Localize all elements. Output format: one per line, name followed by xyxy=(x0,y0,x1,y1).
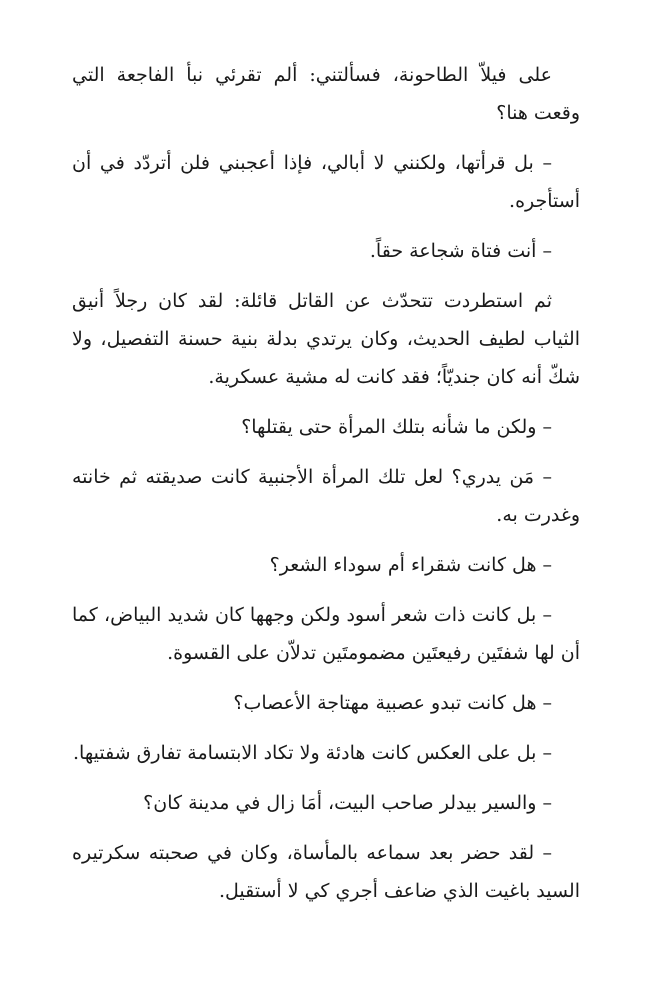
paragraph-1: على فيلاّ الطاحونة، فسألتني: ألم تقرئي نبأ الفاجعة التي وقعت هنا؟ xyxy=(72,64,580,124)
paragraph-11: – والسير بيدلر صاحب البيت، أمَا زال في مدينة كان؟ xyxy=(143,792,552,814)
paragraph-4: ثم استطردت تتحدّث عن القاتل قائلة: لقد كان رجلاً أنيق الثياب لطيف الحديث، وكان يرتدي بدلة بنية حسنة التفصيل، ولا شكّ أنه كان جنديّاً؛ فقد كانت له مشية عسكرية. xyxy=(72,290,580,388)
page-body xyxy=(72,56,580,922)
paragraph-10: – بل على العكس كانت هادئة ولا تكاد الابتسامة تفارق شفتيها. xyxy=(73,742,552,764)
paragraph-6: – مَن يدري؟ لعل تلك المرأة الأجنبية كانت صديقته ثم خانته وغدرت به. xyxy=(72,466,580,526)
paragraph-3: – أنت فتاة شجاعة حقاً. xyxy=(369,240,552,262)
paragraph-5: – ولكن ما شأنه بتلك المرأة حتى يقتلها؟ xyxy=(241,416,552,438)
paragraph-7: – هل كانت شقراء أم سوداء الشعر؟ xyxy=(269,554,552,576)
paragraph-9: – هل كانت تبدو عصبية مهتاجة الأعصاب؟ xyxy=(233,692,552,714)
paragraph-12: – لقد حضر بعد سماعه بالمأساة، وكان في صحبته سكرتيره السيد باغيت الذي ضاعف أجري كي لا أستقيل. xyxy=(72,842,580,902)
paragraph-2: – بل قرأتها، ولكنني لا أبالي، فإذا أعجبني فلن أتردّد في أن أستأجره. xyxy=(72,152,580,212)
paragraph-8: – بل كانت ذات شعر أسود ولكن وجهها كان شديد البياض، كما أن لها شفتَين رفيعتَين مضمومتَين تدلاّن على القسوة. xyxy=(72,604,580,664)
